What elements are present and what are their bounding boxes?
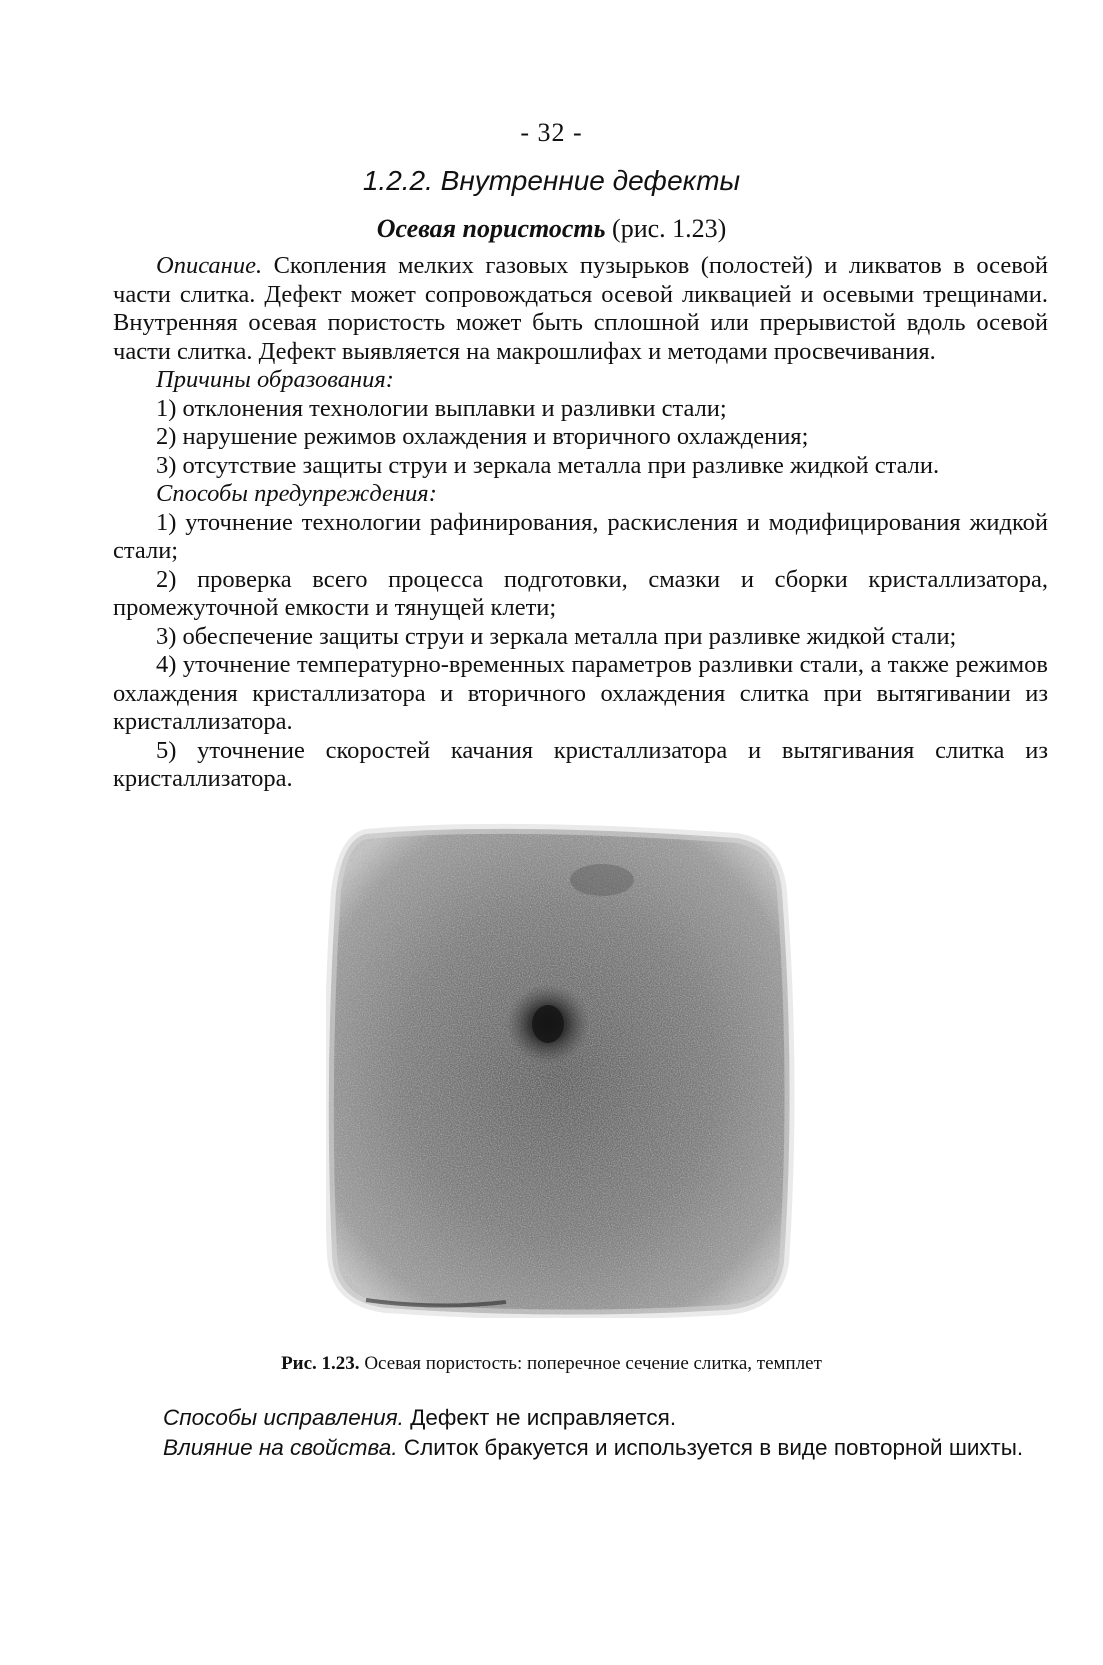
influence-paragraph xyxy=(113,1433,1055,1463)
prevention-item: 1) уточнение технологии рафинирования, раскисления и модифицирования жидкой стали; xyxy=(113,508,1048,564)
influence-text: Слиток бракуется и используется в виде повторной шихты. xyxy=(397,1435,1024,1460)
influence-label: Влияние на свойства. xyxy=(163,1435,398,1460)
correction-label: Способы исправления. xyxy=(163,1405,404,1430)
cause-item: 1) отклонения технологии выплавки и разливки стали; xyxy=(156,394,727,422)
figure-caption-text: Осевая пористость: поперечное сечение слитка, темплет xyxy=(359,1353,822,1374)
prevention-item: 3) обеспечение защиты струи и зеркала металла при разливке жидкой стали; xyxy=(156,622,957,650)
description-paragraph xyxy=(113,252,1048,366)
prevention-item: 2) проверка всего процесса подготовки, смазки и сборки кристаллизатора, промежуточной емкости и тянущей клети; xyxy=(113,565,1048,621)
main-text xyxy=(113,252,1048,794)
correction-paragraph xyxy=(113,1403,1055,1433)
ingot-cross-section-image xyxy=(326,822,796,1318)
prevention-item: 4) уточнение температурно-временных параметров разливки стали, а также режимов охлаждения кристаллизатора и вторичного охлаждения слитка при вытягивании из кристаллизатора. xyxy=(113,651,1048,735)
description-text: Скопления мелких газовых пузырьков (полостей) и ликватов в осевой части слитка. Дефект может сопровождаться осевой ликвацией и осевыми трещинами. Внутренняя осевая пористость может быть сплошной или прерывистой вдоль осевой части слитка. Дефект выявляется на макрошлифах и методами просвечивания. xyxy=(113,252,1048,365)
prevention-item: 5) уточнение скоростей качания кристаллизатора и вытягивания слитка из кристаллизатора. xyxy=(113,736,1048,792)
defect-term: Осевая пористость xyxy=(376,214,606,243)
section-heading: 1.2.2. Внутренние дефекты xyxy=(362,165,741,196)
figure-reference: (рис. 1.23) xyxy=(605,214,727,243)
closing-text xyxy=(113,1403,1055,1463)
correction-text: Дефект не исправляется. xyxy=(403,1405,677,1430)
cause-item: 2) нарушение режимов охлаждения и вторичного охлаждения; xyxy=(156,423,809,450)
prevention-label: Способы предупреждения: xyxy=(156,480,437,507)
causes-label: Причины образования: xyxy=(156,366,394,393)
cause-item: 3) отсутствие защиты струи и зеркала металла при разливке жидкой стали. xyxy=(156,451,940,479)
figure-caption-label: Рис. 1.23. xyxy=(281,1353,360,1374)
figure-caption xyxy=(0,1353,1103,1375)
description-label: Описание. xyxy=(156,252,263,279)
defect-title xyxy=(0,214,1103,244)
page-number: - 32 - xyxy=(520,118,583,147)
